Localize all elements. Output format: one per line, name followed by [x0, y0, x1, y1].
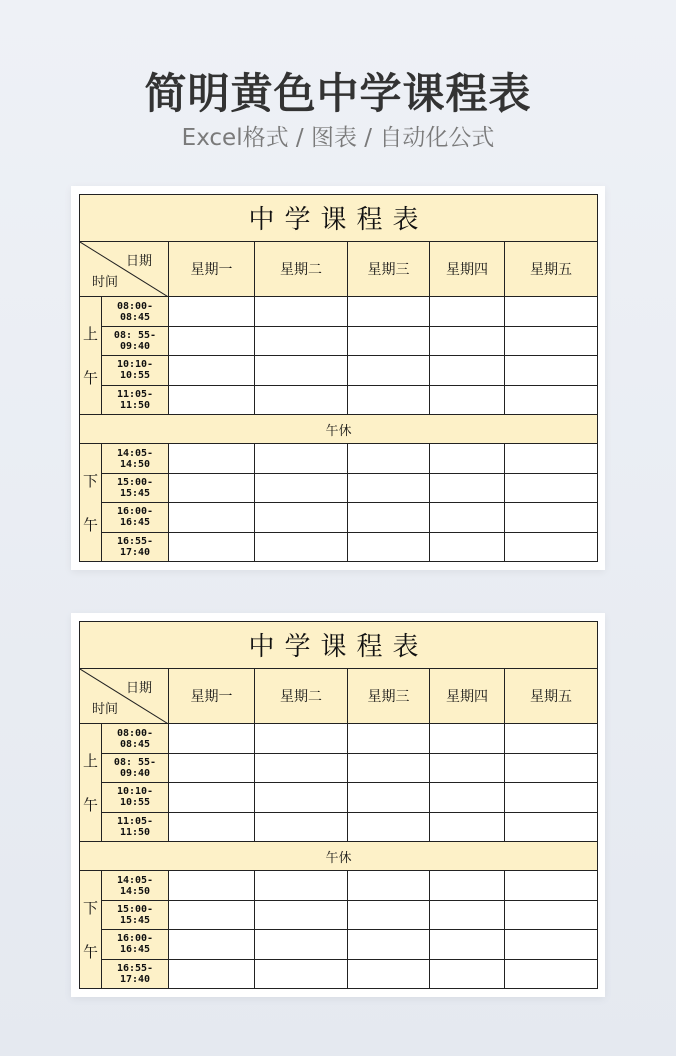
class-cell[interactable] — [169, 724, 255, 753]
day-header: 星期二 — [255, 668, 348, 724]
lunch-break-row: 午休 — [80, 414, 598, 443]
morning-label — [80, 297, 102, 415]
time-slot: 14:05-14:50 — [102, 871, 169, 900]
class-cell[interactable] — [348, 473, 430, 502]
schedule-title: 中学课程表 — [80, 622, 598, 669]
schedule-table — [79, 194, 598, 562]
class-cell[interactable] — [255, 724, 348, 753]
class-cell[interactable] — [169, 444, 255, 473]
corner-date-label: 日期 — [125, 680, 152, 696]
morning-char: 午 — [82, 795, 98, 814]
class-cell[interactable] — [505, 444, 598, 473]
class-cell[interactable] — [169, 356, 255, 385]
day-header: 星期三 — [348, 241, 430, 297]
class-cell[interactable] — [169, 385, 255, 414]
class-cell[interactable] — [505, 753, 598, 782]
corner-time-label: 时间 — [92, 702, 119, 718]
class-cell[interactable] — [430, 900, 505, 929]
class-cell[interactable] — [255, 753, 348, 782]
class-cell[interactable] — [169, 783, 255, 812]
time-slot: 16:00-16:45 — [102, 503, 169, 532]
day-header: 星期五 — [505, 668, 598, 724]
class-cell[interactable] — [430, 503, 505, 532]
class-cell[interactable] — [505, 959, 598, 989]
afternoon-char: 下 — [82, 471, 98, 490]
class-cell[interactable] — [348, 724, 430, 753]
class-cell[interactable] — [255, 532, 348, 562]
class-cell[interactable] — [505, 812, 598, 841]
day-header: 星期四 — [430, 668, 505, 724]
class-cell[interactable] — [348, 356, 430, 385]
corner-cell — [80, 241, 169, 297]
afternoon-label — [80, 444, 102, 562]
class-cell[interactable] — [255, 871, 348, 900]
class-cell[interactable] — [348, 930, 430, 959]
time-slot: 11:05-11:50 — [102, 812, 169, 841]
class-cell[interactable] — [430, 326, 505, 355]
class-cell[interactable] — [255, 385, 348, 414]
class-cell[interactable] — [348, 503, 430, 532]
class-cell[interactable] — [169, 326, 255, 355]
time-slot: 11:05-11:50 — [102, 385, 169, 414]
class-cell[interactable] — [255, 326, 348, 355]
class-cell[interactable] — [505, 356, 598, 385]
class-cell[interactable] — [430, 297, 505, 326]
time-slot: 08:00-08:45 — [102, 724, 169, 753]
class-cell[interactable] — [348, 385, 430, 414]
class-cell[interactable] — [169, 473, 255, 502]
schedule-preview-1 — [71, 186, 605, 570]
class-cell[interactable] — [430, 473, 505, 502]
class-cell[interactable] — [430, 356, 505, 385]
class-cell[interactable] — [255, 444, 348, 473]
day-header: 星期二 — [255, 241, 348, 297]
afternoon-label — [80, 871, 102, 989]
page-subtitle: Excel格式 / 图表 / 自动化公式 — [181, 125, 495, 151]
page-title: 简明黄色中学课程表 — [144, 69, 532, 118]
time-slot: 08: 55-09:40 — [102, 753, 169, 782]
corner-date-label: 日期 — [125, 253, 152, 269]
class-cell[interactable] — [255, 812, 348, 841]
class-cell[interactable] — [348, 753, 430, 782]
class-cell[interactable] — [430, 871, 505, 900]
time-slot: 16:55-17:40 — [102, 959, 169, 989]
class-cell[interactable] — [348, 959, 430, 989]
afternoon-char: 下 — [82, 898, 98, 917]
class-cell[interactable] — [430, 930, 505, 959]
class-cell[interactable] — [348, 783, 430, 812]
class-cell[interactable] — [169, 503, 255, 532]
morning-char: 上 — [82, 751, 98, 770]
schedule-title: 中学课程表 — [80, 195, 598, 242]
class-cell[interactable] — [430, 532, 505, 562]
time-slot: 10:10-10:55 — [102, 783, 169, 812]
class-cell[interactable] — [169, 871, 255, 900]
corner-time-label: 时间 — [92, 275, 119, 291]
class-cell[interactable] — [505, 473, 598, 502]
class-cell[interactable] — [255, 783, 348, 812]
class-cell[interactable] — [348, 532, 430, 562]
class-cell[interactable] — [505, 385, 598, 414]
day-header: 星期一 — [169, 668, 255, 724]
class-cell[interactable] — [505, 900, 598, 929]
class-cell[interactable] — [255, 297, 348, 326]
day-header: 星期三 — [348, 668, 430, 724]
class-cell[interactable] — [505, 326, 598, 355]
time-slot: 15:00-15:45 — [102, 900, 169, 929]
afternoon-char: 午 — [82, 942, 98, 961]
time-slot: 08: 55-09:40 — [102, 326, 169, 355]
class-cell[interactable] — [169, 297, 255, 326]
morning-char: 午 — [82, 368, 98, 387]
class-cell[interactable] — [348, 326, 430, 355]
class-cell[interactable] — [348, 900, 430, 929]
time-slot: 16:55-17:40 — [102, 532, 169, 562]
class-cell[interactable] — [505, 930, 598, 959]
day-header: 星期四 — [430, 241, 505, 297]
class-cell[interactable] — [169, 959, 255, 989]
class-cell[interactable] — [255, 503, 348, 532]
class-cell[interactable] — [348, 444, 430, 473]
corner-cell — [80, 668, 169, 724]
class-cell[interactable] — [505, 503, 598, 532]
time-slot: 15:00-15:45 — [102, 473, 169, 502]
class-cell[interactable] — [255, 356, 348, 385]
class-cell[interactable] — [348, 812, 430, 841]
class-cell[interactable] — [430, 444, 505, 473]
class-cell[interactable] — [255, 900, 348, 929]
class-cell[interactable] — [255, 473, 348, 502]
time-slot: 14:05-14:50 — [102, 444, 169, 473]
time-slot: 16:00-16:45 — [102, 930, 169, 959]
class-cell[interactable] — [169, 812, 255, 841]
class-cell[interactable] — [430, 783, 505, 812]
class-cell[interactable] — [505, 783, 598, 812]
class-cell[interactable] — [430, 724, 505, 753]
day-header: 星期一 — [169, 241, 255, 297]
class-cell[interactable] — [169, 930, 255, 959]
class-cell[interactable] — [255, 959, 348, 989]
class-cell[interactable] — [169, 753, 255, 782]
morning-label — [80, 724, 102, 842]
class-cell[interactable] — [169, 532, 255, 562]
class-cell[interactable] — [430, 812, 505, 841]
schedule-table — [79, 621, 598, 989]
morning-char: 上 — [82, 324, 98, 343]
class-cell[interactable] — [505, 297, 598, 326]
afternoon-char: 午 — [82, 515, 98, 534]
class-cell[interactable] — [348, 871, 430, 900]
class-cell[interactable] — [255, 930, 348, 959]
day-header: 星期五 — [505, 241, 598, 297]
class-cell[interactable] — [169, 900, 255, 929]
lunch-break-row: 午休 — [80, 841, 598, 870]
class-cell[interactable] — [430, 753, 505, 782]
time-slot: 10:10-10:55 — [102, 356, 169, 385]
class-cell[interactable] — [505, 724, 598, 753]
class-cell[interactable] — [430, 385, 505, 414]
class-cell[interactable] — [505, 532, 598, 562]
schedule-preview-2 — [71, 613, 605, 997]
time-slot: 08:00-08:45 — [102, 297, 169, 326]
class-cell[interactable] — [505, 871, 598, 900]
class-cell[interactable] — [430, 959, 505, 989]
class-cell[interactable] — [348, 297, 430, 326]
